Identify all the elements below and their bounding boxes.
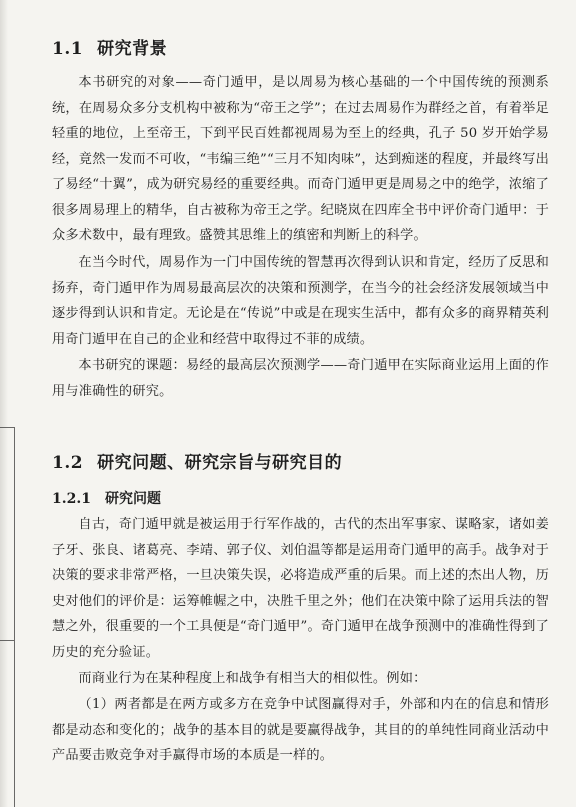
section-number: 1.1 bbox=[52, 39, 84, 59]
paragraph-modern-era: 在当今时代，周易作为一门中国传统的智慧再次得到认识和肯定，经历了反思和扬弃，奇门遁甲作为周易最高层次的决策和预测学，在当今的社会经济发展领域当中逐步得到认识和肯定。无论是在“传说”中或是在现实生活中，都有众多的商界精英利用奇门遁甲在自己的企业和经营中取得过不菲的成绩。 bbox=[52, 255, 549, 347]
subsection-heading-1-2-1 bbox=[52, 488, 161, 508]
paragraph-research-object: 本书研究的对象——奇门遁甲，是以周易为核心基础的一个中国传统的预测系统，在周易众多分支机构中被称为“帝王之学”；在过去周易作为群经之首，有着举足轻重的地位，上至帝王，下到平民百姓都视周易为至上的经典，孔子 50 岁开始学易经，竟然一发而不可收，“韦编三绝”“三月不知肉味”，达到痴迷的程度，并最终写出了易经“十翼”，成为研究易经的重要经典。而奇门遁甲更是周易之中的绝学，浓缩了很多周易理上的精华，自古被称为帝王之学。纪晓岚在四库全书中评价奇门遁甲：于众多术数中，最有理致。盛赞其思维上的缜密和判断上的科学。 bbox=[52, 75, 549, 243]
section-heading-1-2 bbox=[52, 448, 342, 473]
subsection-number: 1.2.1 bbox=[52, 491, 91, 507]
section-number: 1.2 bbox=[52, 453, 84, 473]
binding-tick-bottom bbox=[0, 640, 14, 641]
binding-mark bbox=[0, 427, 15, 807]
paragraph-business-similarity: 而商业行为在某种程度上和战争有相当大的相似性。例如： bbox=[78, 671, 427, 686]
binding-tick-top bbox=[0, 427, 14, 428]
subsection-title: 研究问题 bbox=[104, 491, 161, 507]
paragraph-military-use: 自古，奇门遁甲就是被运用于行军作战的，古代的杰出军事家、谋略家，诸如姜子牙、张良、诸葛亮、李靖、郭子仪、刘伯温等都是运用奇门遁甲的高手。战争对于决策的要求非常严格，一旦决策失误，必将造成严重的后果。而上述的杰出人物，历史对他们的评价是：运筹帷幄之中，决胜千里之外；他们在决策中除了运用兵法的智慧之外，很重要的一个工具便是“奇门遁甲”。奇门遁甲在战争预测中的准确性得到了历史的充分验证。 bbox=[52, 517, 549, 660]
section-title: 研究背景 bbox=[97, 39, 168, 59]
section-heading-1-1 bbox=[52, 34, 167, 59]
section-title: 研究问题、研究宗旨与研究目的 bbox=[97, 453, 343, 473]
paragraph-research-topic: 本书研究的课题：易经的最高层次预测学——奇门遁甲在实际商业运用上面的作用与准确性的研究。 bbox=[52, 358, 549, 399]
paragraph-point-1: （1）两者都是在两方或多方在竞争中试图赢得对手，外部和内在的信息和情形都是动态和变化的；战争的基本目的就是要赢得战争，其目的的单纯性同商业活动中产品要击败竞争对手赢得市场的本质是一样的。 bbox=[52, 697, 549, 763]
